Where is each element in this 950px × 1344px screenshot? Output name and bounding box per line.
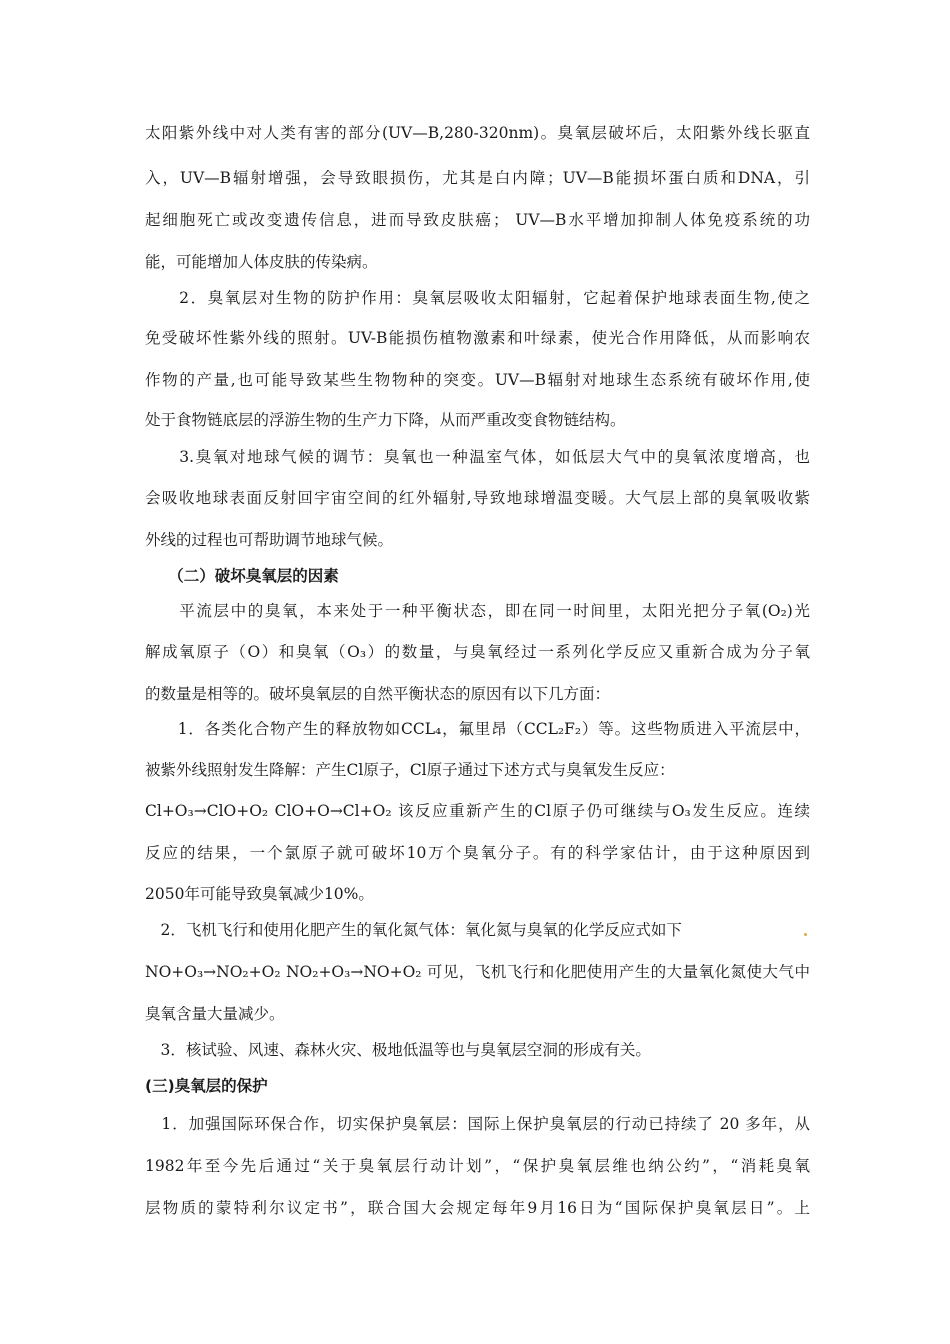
- paragraph-line: NO+O₃→NO₂+O₂ NO₂+O₃→NO+O₂ 可见，飞机飞行和化肥使用产生的大量氧化氮使大气中: [145, 963, 810, 981]
- paragraph-line: 平流层中的臭氧，本来处于一种平衡状态，即在同一时间里，太阳光把分子氧(O₂)光: [145, 602, 810, 620]
- paragraph-line: 2050年可能导致臭氧减少10%。: [145, 885, 374, 903]
- section-heading: (三)臭氧层的保护: [145, 1077, 268, 1095]
- paragraph-line: 能，可能增加人体皮肤的传染病。: [145, 253, 378, 271]
- paragraph-line: 外线的过程也可帮助调节地球气候。: [145, 531, 394, 549]
- paragraph-line: Cl+O₃→ClO+O₂ ClO+O→Cl+O₂ 该反应重新产生的Cl原子仍可继续与O₃发生反应。连续: [145, 802, 810, 820]
- section-heading: （二）破坏臭氧层的因素: [145, 567, 339, 585]
- paragraph-line: 免受破坏性紫外线的照射。UV-B能损伤植物激素和叶绿素，使光合作用降低，从而影响农: [145, 329, 810, 347]
- paragraph-line: 解成氧原子（O）和臭氧（O₃）的数量，与臭氧经过一系列化学反应又重新合成为分子氧: [145, 643, 810, 661]
- paragraph-line: 1982年至今先后通过“关于臭氧层行动计划”，“保护臭氧层维也纳公约”，“消耗臭氧: [145, 1157, 810, 1175]
- paragraph-line: 3．核试验、风速、森林火灾、极地低温等也与臭氧层空洞的形成有关。: [145, 1041, 651, 1059]
- paragraph-line: 起细胞死亡或改变遗传信息，进而导致皮肤癌； UV—B水平增加抑制人体免疫系统的功: [145, 211, 810, 229]
- paragraph-line: 太阳紫外线中对人类有害的部分(UV—B,280-320nm)。臭氧层破坏后，太阳紫外线长驱直: [145, 124, 810, 142]
- paragraph-line: 1．各类化合物产生的释放物如CCL₄，氟里昂（CCL₂F₂）等。这些物质进入平流层中，: [145, 720, 810, 738]
- paragraph-line: 会吸收地球表面反射回宇宙空间的红外辐射,导致地球增温变暖。大气层上部的臭氧吸收紫: [145, 489, 810, 507]
- paragraph-line: 1．加强国际环保合作，切实保护臭氧层：国际上保护臭氧层的行动已持续了 20 多年，从: [145, 1115, 810, 1133]
- paragraph-line: 2．飞机飞行和使用化肥产生的氧化氮气体：氧化氮与臭氧的化学反应式如下: [145, 921, 682, 939]
- paragraph-line: 的数量是相等的。破坏臭氧层的自然平衡状态的原因有以下几方面：: [145, 685, 611, 703]
- paragraph-line: 处于食物链底层的浮游生物的生产力下降，从而严重改变食物链结构。: [145, 411, 626, 429]
- paragraph-line: 臭氧含量大量减少。: [145, 1005, 285, 1023]
- paragraph-line: 3.臭氧对地球气候的调节：臭氧也一种温室气体，如低层大气中的臭氧浓度增高，也: [145, 448, 810, 466]
- paragraph-line: 2．臭氧层对生物的防护作用：臭氧层吸收太阳辐射，它起着保护地球表面生物,使之: [145, 289, 810, 307]
- paragraph-line: 被紫外线照射发生降解：产生Cl原子，Cl原子通过下述方式与臭氧发生反应：: [145, 761, 675, 779]
- paragraph-line: 反应的结果，一个氯原子就可破坏10万个臭氧分子。有的科学家估计，由于这种原因到: [145, 844, 810, 862]
- annotation-marker: [804, 933, 807, 936]
- paragraph-line: 层物质的蒙特利尔议定书”，联合国大会规定每年9月16日为“国际保护臭氧层日”。上: [145, 1199, 810, 1217]
- paragraph-line: 入，UV—B辐射增强，会导致眼损伤，尤其是白内障；UV—B能损坏蛋白质和DNA，引: [145, 169, 810, 187]
- paragraph-line: 作物的产量,也可能导致某些生物物种的突变。UV—B辐射对地球生态系统有破坏作用,使: [145, 371, 810, 389]
